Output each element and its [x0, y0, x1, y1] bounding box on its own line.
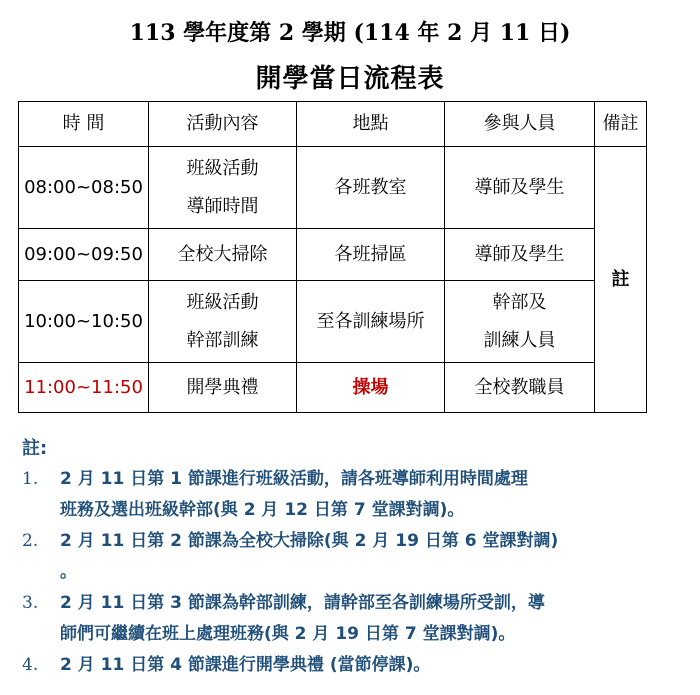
- row-place: 各班掃區: [297, 229, 445, 281]
- header-time: 時 間: [19, 102, 149, 147]
- note-item: [22, 650, 682, 681]
- table-row: [19, 229, 647, 281]
- row-activity: [149, 147, 297, 229]
- row-people: 全校教職員: [445, 363, 595, 413]
- note-line: 班務及選出班級幹部(與 2 月 12 日第 7 堂課對調)。: [60, 500, 465, 520]
- row-place: 各班教室: [297, 147, 445, 229]
- activity-line: 班級活動: [186, 291, 259, 313]
- remark-cell: 註: [595, 147, 647, 413]
- activity-line: 班級活動: [186, 157, 259, 179]
- row-people: 導師及學生: [445, 147, 595, 229]
- note-item: [22, 526, 682, 588]
- row-place: 至各訓練場所: [297, 281, 445, 363]
- table-row: [19, 363, 647, 413]
- people-line: 訓練人員: [483, 329, 556, 351]
- header-place: 地點: [297, 102, 445, 147]
- row-time: 08:00~08:50: [19, 147, 149, 229]
- note-line: 2 月 11 日第 4 節課進行開學典禮 (當節停課)。: [60, 655, 431, 675]
- header-people: 參與人員: [445, 102, 595, 147]
- header-remark: 備註: [595, 102, 647, 147]
- row-time: 10:00~10:50: [19, 281, 149, 363]
- schedule-table: [18, 101, 647, 413]
- row-people: 導師及學生: [445, 229, 595, 281]
- note-number: 3.: [22, 593, 39, 613]
- note-number: 4.: [22, 655, 39, 675]
- note-line: 2 月 11 日第 1 節課進行班級活動，請各班導師利用時間處理: [60, 469, 528, 489]
- table-row: [19, 281, 647, 363]
- people-line: 幹部及: [492, 291, 547, 313]
- activity-line: 幹部訓練: [186, 329, 259, 351]
- note-line: 師們可繼續在班上處理班務(與 2 月 19 日第 7 堂課對調)。: [60, 624, 516, 644]
- row-place: 操場: [297, 363, 445, 413]
- activity-line: 導師時間: [186, 195, 259, 217]
- notes-section: [22, 434, 682, 681]
- row-activity: 全校大掃除: [149, 229, 297, 281]
- note-item: [22, 464, 682, 526]
- row-activity: 開學典禮: [149, 363, 297, 413]
- row-time: 09:00~09:50: [19, 229, 149, 281]
- table-header-row: [19, 102, 647, 147]
- note-number: 2.: [22, 531, 39, 551]
- note-line: 2 月 11 日第 3 節課為幹部訓練，請幹部至各訓練場所受訓，導: [60, 593, 545, 613]
- row-activity: [149, 281, 297, 363]
- row-people: [445, 281, 595, 363]
- notes-title: 註:: [22, 438, 48, 459]
- note-line: 2 月 11 日第 2 節課為全校大掃除(與 2 月 19 日第 6 堂課對調): [60, 531, 559, 551]
- note-number: 1.: [22, 469, 39, 489]
- header-activity: 活動內容: [149, 102, 297, 147]
- row-time: 11:00~11:50: [19, 363, 149, 413]
- note-item: [22, 588, 682, 650]
- page-subtitle: 開學當日流程表: [255, 64, 445, 94]
- page-title: 113 學年度第 2 學期 (114 年 2 月 11 日): [129, 20, 571, 46]
- note-line: 。: [60, 562, 77, 582]
- table-row: [19, 147, 647, 229]
